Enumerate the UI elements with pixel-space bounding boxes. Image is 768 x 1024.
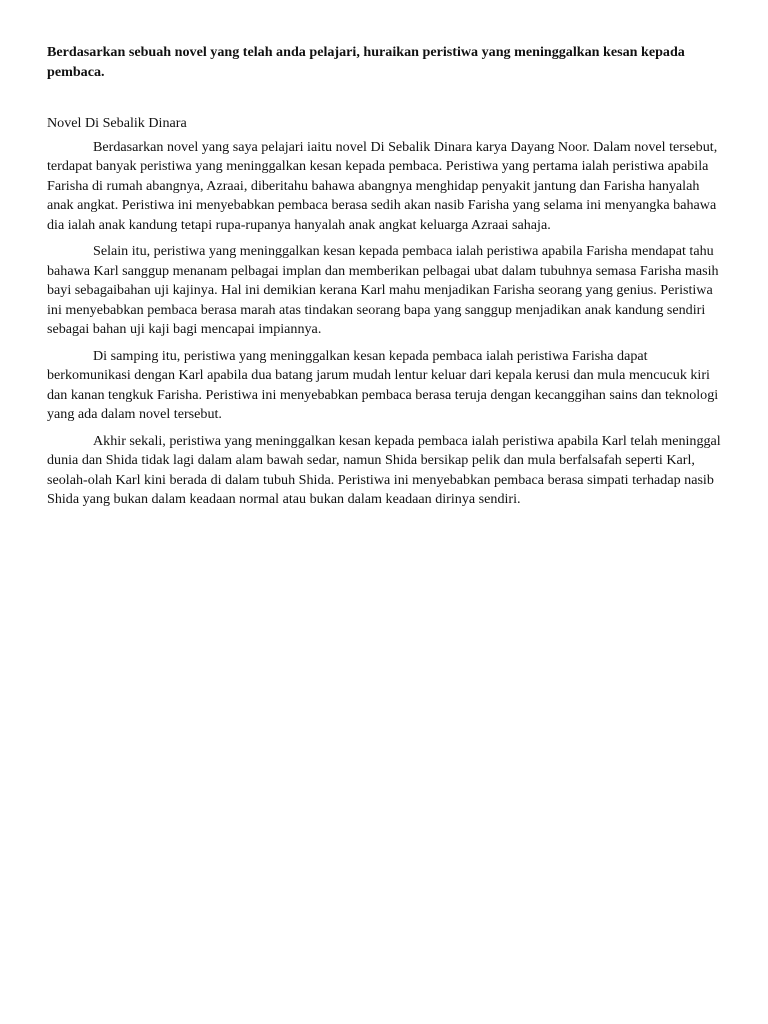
- paragraph-final-event: Akhir sekali, peristiwa yang meninggalkan kesan kepada pembaca ialah peristiwa apabila Karl telah meninggal dunia dan Shida tidak lagi dalam alam bawah sedar, namun Shida bersikap pelik dan mula berfalsafah seperti Karl, seolah-olah Karl kini berada di dalam tubuh Shida. Peristiwa ini menyebabkan pembaca berasa simpati terhadap nasib Shida yang bukan dalam keadaan normal atau bukan dalam keadaan dirinya sendiri.: [47, 432, 721, 507]
- document-page: [47, 43, 723, 517]
- novel-title: Novel Di Sebalik Dinara: [47, 115, 187, 131]
- question-heading: Berdasarkan sebuah novel yang telah anda pelajari, huraikan peristiwa yang meninggalkan kesan kepada pembaca.: [47, 44, 685, 80]
- paragraph-intro: Berdasarkan novel yang saya pelajari iaitu novel Di Sebalik Dinara karya Dayang Noor. Dalam novel tersebut, terdapat banyak peristiwa yang meninggalkan kesan kepada pembaca. Peristiwa yang pertama ialah peristiwa apabila Farisha di rumah abangnya, Azraai, diberitahu bahawa abangnya menghidap penyakit jantung dan Farisha hanyalah anak angkat. Peristiwa ini menyebabkan pembaca berasa sedih akan nasib Farisha yang selama ini menyangka bahawa dia ialah anak kandung tetapi rupa-rupanya hanyalah anak angkat keluarga Azraai sahaja.: [47, 138, 718, 233]
- paragraph-third-event: Di samping itu, peristiwa yang meninggalkan kesan kepada pembaca ialah peristiwa Farisha dapat berkomunikasi dengan Karl apabila dua batang jarum mudah lentur keluar dari kepala kerusi dan mula mencucuk kiri dan kanan tengkuk Farisha. Peristiwa ini menyebabkan pembaca berasa teruja dengan kecanggihan sains dan teknologi yang ada dalam novel tersebut.: [47, 347, 719, 422]
- paragraph-second-event: Selain itu, peristiwa yang meninggalkan kesan kepada pembaca ialah peristiwa apabila Farisha mendapat tahu bahawa Karl sanggup menanam pelbagai implan dan memberikan pelbagai ubat dalam tubuhnya semasa Farisha masih bayi sebagaibahan uji kajinya. Hal ini demikian kerana Karl mahu menjadikan Farisha seorang yang genius. Peristiwa ini menyebabkan pembaca berasa marah atas tindakan seorang bapa yang sanggup menjadikan anak kandung sendiri sebagai bahan uji kaji bagi mencapai impiannya.: [47, 243, 719, 337]
